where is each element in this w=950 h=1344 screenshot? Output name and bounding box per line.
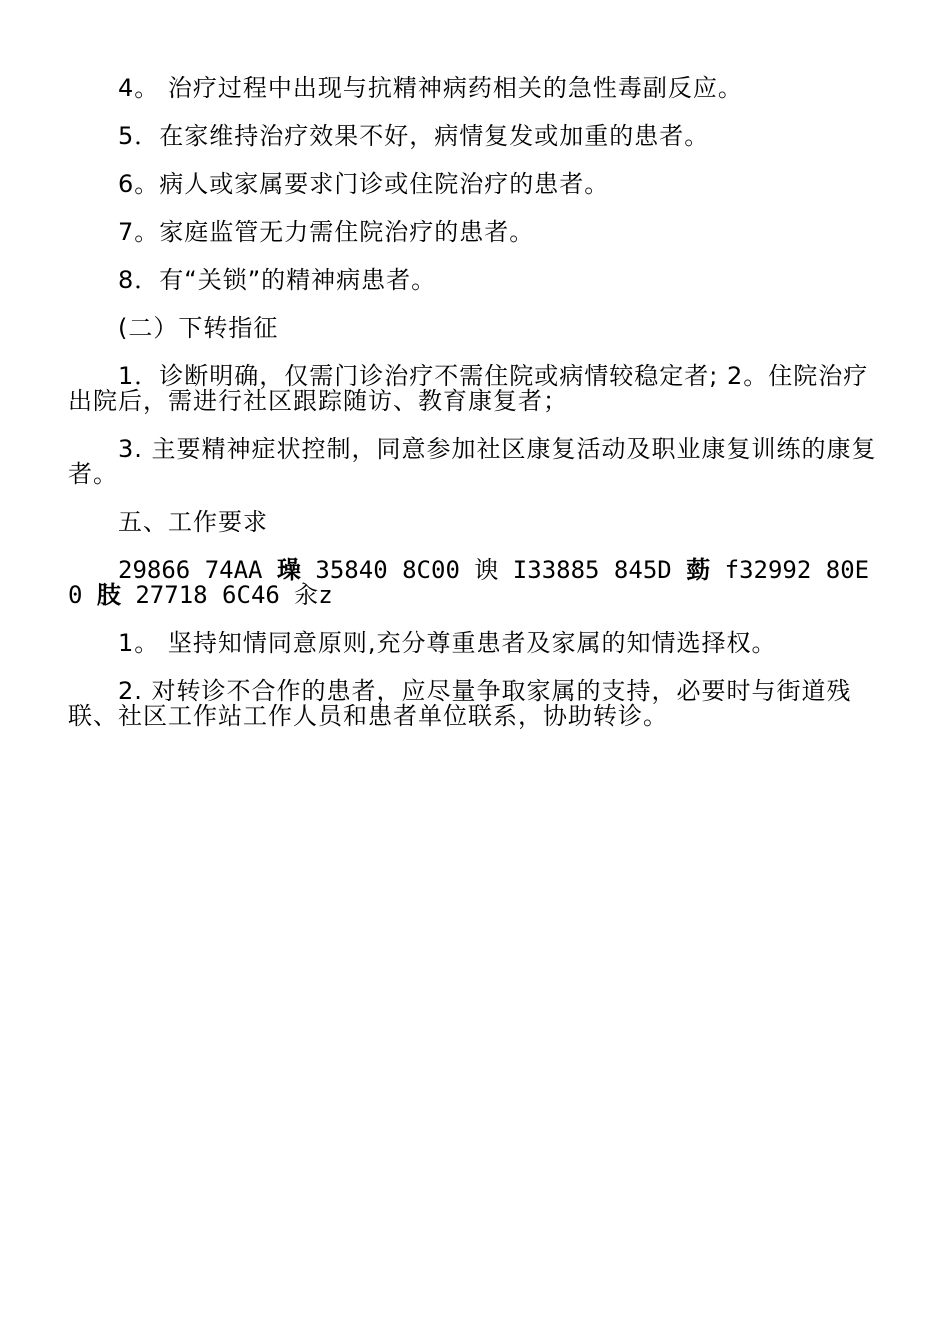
code-part-3: f32992 80E0: [68, 556, 870, 609]
paragraph-item-7: 7。家庭监管无力需住院治疗的患者。: [118, 218, 535, 246]
paragraph-item-6: 6。病人或家属要求门诊或住院治疗的患者。: [118, 170, 610, 198]
section-heading-down-referral: (二）下转指征: [118, 314, 279, 342]
code-part-4: 27718 6C46 汆z: [120, 581, 333, 609]
paragraph-down-referral-3: 3. 主要精神症状控制，同意参加社区康复活动及职业康复训练的康复者。: [68, 435, 877, 488]
code-part-2: 35840 8C00 谀 I33885 845D: [300, 556, 687, 584]
paragraph-item-5: 5．在家维持治疗效果不好，病情复发或加重的患者。: [118, 122, 710, 150]
encoded-text-line: [68, 558, 882, 608]
paragraph-down-referral-1-2: 1．诊断明确，仅需门诊治疗不需住院或病情较稳定者; 2。住院治疗出院后，需进行社区跟踪随访、教育康复者；: [68, 362, 869, 415]
code-part-1: 29866 74AA: [118, 556, 277, 584]
code-glyph-1: 璪: [276, 556, 301, 584]
document-body: [68, 76, 882, 752]
paragraph-item-4: 4。 治疗过程中出现与抗精神病药相关的急性毒副反应。: [118, 74, 743, 102]
code-glyph-2: 葝: [686, 556, 711, 584]
paragraph-requirement-2: 2. 对转诊不合作的患者，应尽量争取家属的支持，必要时与街道残联、社区工作站工作人员和患者单位联系，协助转诊。: [68, 677, 852, 730]
paragraph-item-8: 8．有“关锁”的精神病患者。: [118, 266, 437, 294]
code-glyph-3: 肢: [96, 581, 121, 609]
paragraph-requirement-1: 1。 坚持知情同意原则,充分尊重患者及家属的知情选择权。: [118, 629, 777, 657]
section-heading-work-requirements: 五、工作要求: [118, 508, 268, 536]
